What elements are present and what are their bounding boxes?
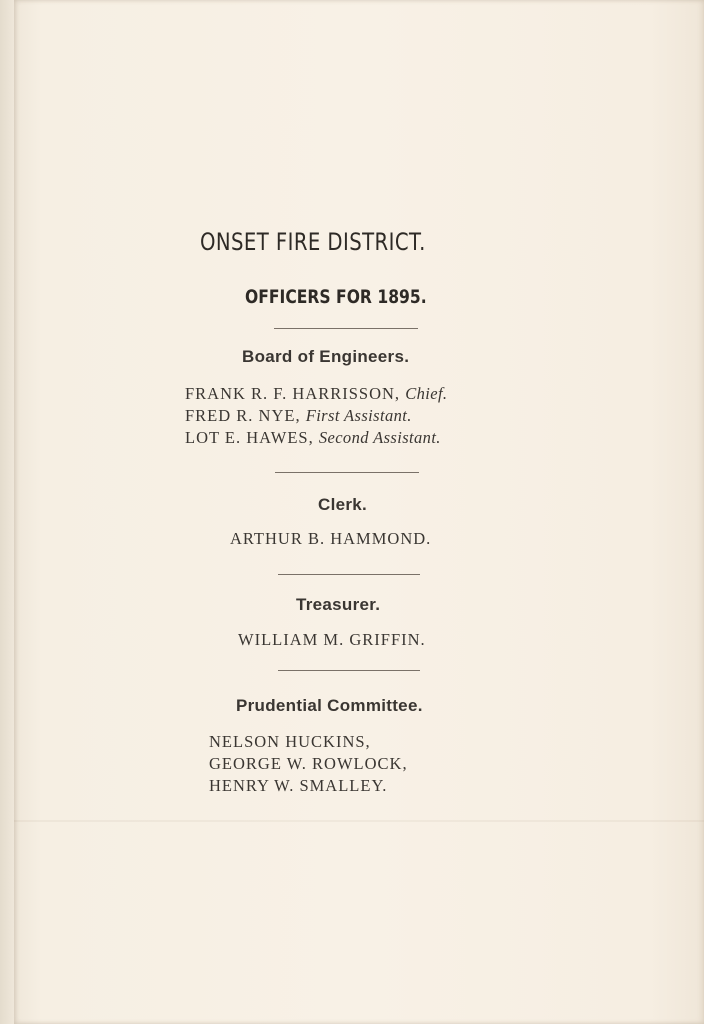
member-role: Chief.	[405, 384, 448, 403]
member-name: LOT E. HAWES,	[185, 428, 314, 447]
member-name: FRED R. NYE,	[185, 406, 301, 425]
page-right-margin	[704, 0, 710, 1024]
member-name: FRANK R. F. HARRISSON,	[185, 384, 401, 403]
clerk-heading: Clerk.	[318, 495, 368, 514]
board-member-2	[185, 406, 412, 426]
treasurer-heading: Treasurer.	[296, 595, 381, 614]
board-member-3	[185, 428, 441, 448]
page-left-edge	[0, 0, 14, 1024]
divider	[275, 472, 419, 473]
committee-member-3: HENRY W. SMALLEY.	[209, 776, 388, 795]
member-role: First Assistant.	[305, 406, 412, 425]
committee-member-2: GEORGE W. ROWLOCK,	[209, 754, 408, 773]
committee-heading: Prudential Committee.	[236, 696, 423, 715]
board-member-1	[185, 384, 447, 404]
document-title: ONSET FIRE DISTRICT.	[200, 228, 426, 256]
committee-member-1: NELSON HUCKINS,	[209, 732, 371, 751]
member-role: Second Assistant.	[318, 428, 441, 447]
divider	[274, 328, 418, 329]
board-heading: Board of Engineers.	[242, 347, 410, 366]
divider	[278, 574, 420, 575]
divider	[278, 670, 420, 671]
clerk-name: ARTHUR B. HAMMOND.	[230, 529, 432, 548]
document-subtitle: OFFICERS FOR 1895.	[245, 286, 427, 308]
treasurer-name: WILLIAM M. GRIFFIN.	[238, 630, 426, 649]
paper-fold	[14, 820, 704, 822]
